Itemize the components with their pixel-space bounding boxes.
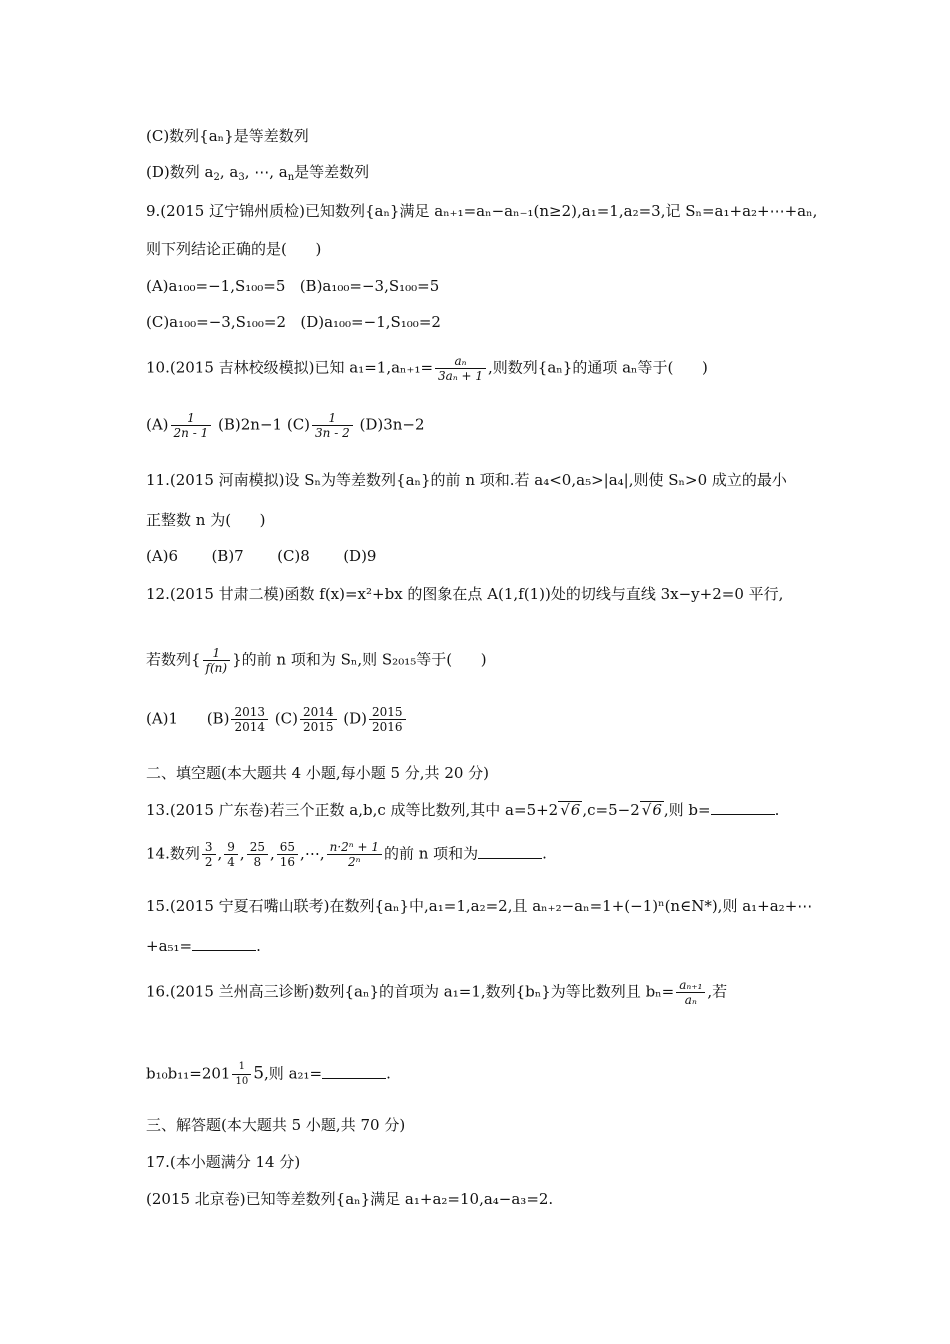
q16-stem: 16.(2015 兰州高三诊断)数列{aₙ}的首项为 a₁=1,数列{bₙ}为等比数列且 bₙ= $\frac{\text{aₙ₊₁}}{\text{aₙ}}$ ,若 [146,978,728,1007]
q11-stem: 11.(2015 河南模拟)设 Sₙ为等差数列{aₙ}的前 n 项和.若 a₄<0,a₅>|a₄|,则使 Sₙ>0 成立的最小 [146,471,787,489]
q9-options-ab: (A)a₁₀₀=−1,S₁₀₀=5 (B)a₁₀₀=−3,S₁₀₀=5 [146,277,440,295]
q12-stem: 12.(2015 甘肃二模)函数 f(x)=x²+bx 的图象在点 A(1,f(1))处的切线与直线 3x−y+2=0 平行, [146,585,784,603]
q10-option-c-fraction: $\frac{1}{3n - 2}$ [312,411,353,440]
q10-option-a-fraction: $\frac{1}{2n - 1}$ [171,411,212,440]
q8-option-d: (D)数列 $a_2$, $a_3$, ⋯, $a_n$是等差数列 [146,163,370,183]
sqrt-six: √ 6 [558,801,582,818]
q14-fraction-2: $\frac{9}{4}$ [224,840,238,869]
q12-option-d-fraction: $\frac{2015}{2016}$ [369,705,406,734]
q10-options: (A) $\frac{1}{2n - 1}$ (B)2n−1 (C) $\frac{1}{3n - 2}$ (D)3n−2 [146,411,425,440]
sqrt-six: √ 6 [640,801,664,818]
q14-fraction-1: $\frac{3}{2}$ [202,840,216,869]
q16-stem-cont: b₁₀b₁₁=201 $\frac{1}{10}$ 5,则 a₂₁= . [146,1061,391,1087]
q8-option-c: (C)数列{aₙ}是等差数列 [146,127,309,145]
q10-stem: 10.(2015 吉林校级模拟)已知 a₁=1,aₙ₊₁= $\frac{\text{aₙ}}{\text{3aₙ + 1}}$ ,则数列{aₙ}的通项 aₙ等于( ) [146,354,708,383]
q9-options-cd: (C)a₁₀₀=−3,S₁₀₀=2 (D)a₁₀₀=−1,S₁₀₀=2 [146,313,441,331]
q17-heading: 17.(本小题满分 14 分) [146,1153,301,1171]
q12-stem-cont: 若数列{ $\frac{1}{f(n)}$ }的前 n 项和为 Sₙ,则 S₂₀₁₅等于( ) [146,646,487,675]
q10-fraction: $\frac{\text{aₙ}}{\text{3aₙ + 1}}$ [435,354,486,383]
q14-fraction-4: $\frac{65}{16}$ [277,840,298,869]
q12-fraction: $\frac{1}{f(n)}$ [203,646,231,675]
answer-blank [478,844,542,859]
q16-fraction: $\frac{\text{aₙ₊₁}}{\text{aₙ}}$ [676,978,705,1007]
q12-option-b-fraction: $\frac{2013}{2014}$ [231,705,268,734]
q9-stem-cont: 则下列结论正确的是( ) [146,240,322,258]
section-three-heading: 三、解答题(本大题共 5 小题,共 70 分) [146,1116,406,1134]
q12-options: (A)1 (B) $\frac{2013}{2014}$ (C) $\frac{2014}{2015}$ (D) $\frac{2015}{2016}$ [146,705,408,734]
q13-stem: 13.(2015 广东卷)若三个正数 a,b,c 成等比数列,其中 a=5+2√ 6 ,c=5−2√ 6 ,则 b= . [146,800,779,820]
answer-blank [322,1064,386,1079]
q17-stem: (2015 北京卷)已知等差数列{aₙ}满足 a₁+a₂=10,a₄−a₃=2. [146,1190,554,1208]
answer-blank [711,800,775,815]
q12-option-c-fraction: $\frac{2014}{2015}$ [300,705,337,734]
q14-stem: 14.数列 $\frac{3}{2}$ , $\frac{9}{4}$ , $\frac{25}{8}$ , $\frac{65}{16}$ ,⋯, $\frac{\text{n·2ⁿ + 1}}{\text{2ⁿ}}$ 的前 n 项和为 . [146,840,547,869]
q15-stem-cont: +a₅₁= . [146,937,261,955]
q9-stem: 9.(2015 辽宁锦州质检)已知数列{aₙ}满足 aₙ₊₁=aₙ−aₙ₋₁(n≥2),a₁=1,a₂=3,记 Sₙ=a₁+a₂+⋯+aₙ, [146,202,818,220]
q11-options: (A)6 (B)7 (C)8 (D)9 [146,547,377,565]
section-two-heading: 二、填空题(本大题共 4 小题,每小题 5 分,共 20 分) [146,764,490,782]
q14-fraction-3: $\frac{25}{8}$ [247,840,268,869]
q16-exponent-fraction: $\frac{1}{10}$ [232,1060,251,1089]
answer-blank [192,936,256,951]
q11-stem-cont: 正整数 n 为( ) [146,511,266,529]
q15-stem: 15.(2015 宁夏石嘴山联考)在数列{aₙ}中,a₁=1,a₂=2,且 aₙ₊₂−aₙ=1+(−1)ⁿ(n∈N*),则 a₁+a₂+⋯ [146,897,813,915]
q14-fraction-general: $\frac{\text{n·2ⁿ + 1}}{\text{2ⁿ}}$ [327,840,382,869]
